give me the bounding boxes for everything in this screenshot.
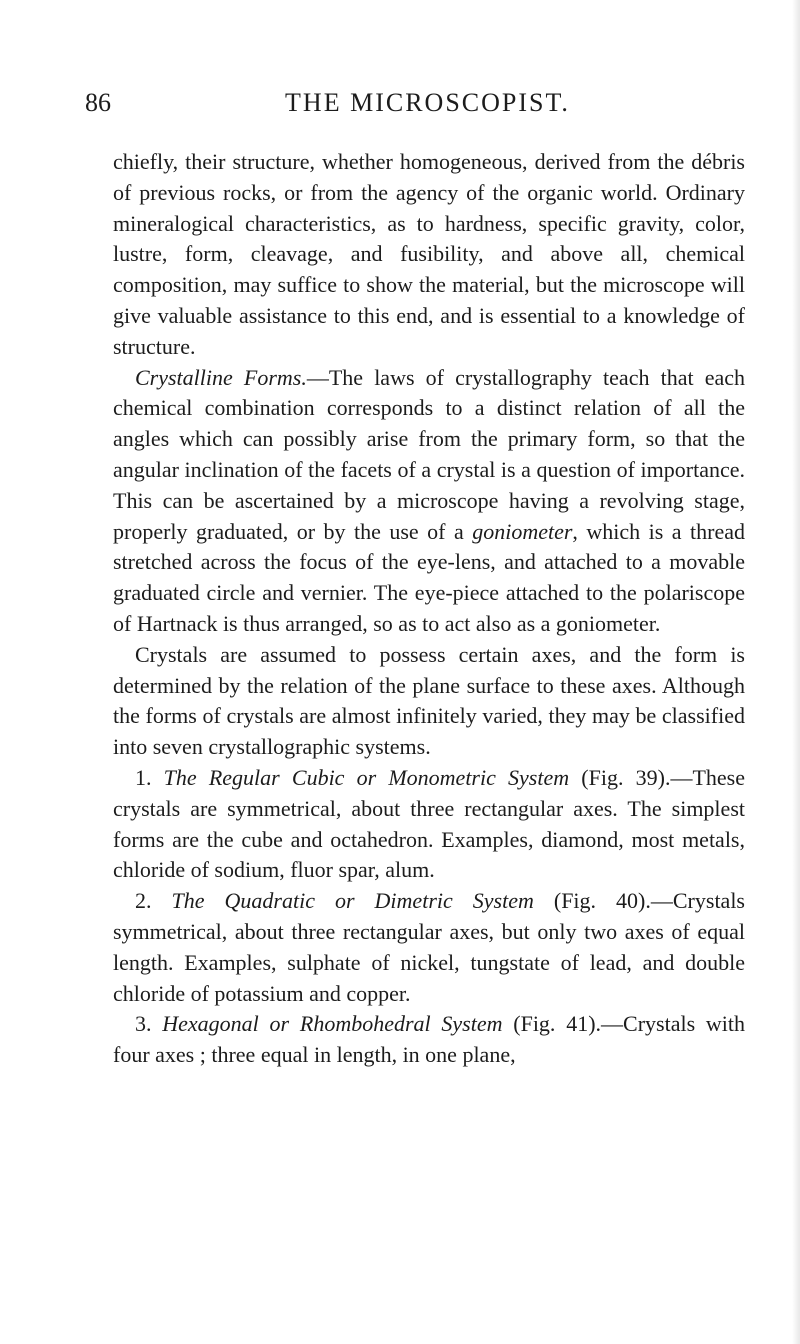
paragraph-axes (113, 640, 745, 763)
system-1-title: The Regular Cubic or Monometric System (163, 764, 570, 790)
crystalline-forms-text-b: , which is a thread stretched across the focus of the eye-lens, and attached to a movable graduated circle and vernier. The eye-piece attached to the polariscope of Hartnack is thus arranged, so as to act also as a goniometer. (113, 518, 746, 636)
term-goniometer: goniometer (472, 518, 573, 544)
paragraph-intro-text: chiefly, their structure, whether homogeneous, derived from the débris of previous rocks, or from the agency of the organic world. Ordinary mineralogical characteristics, as to hardness, specific gravity, color, lustre, form, cleavage, and fusibility, and above all, chemical composition, may suffice to show the material, but the microscope will give valuable assistance to this end, and is essential to a knowledge of structure. (113, 149, 745, 359)
system-3-text: (Fig. 41).—Crystals with four axes ; three equal in length, in one plane, (113, 1011, 746, 1068)
running-head: THE MICROSCOPIST. (285, 88, 570, 117)
section-title-crystalline-forms: Crystalline Forms. (135, 364, 307, 390)
system-3-title: Hexagonal or Rhombohedral System (162, 1011, 503, 1037)
system-1-text: (Fig. 39).—These crystals are symmetrical, about three rectangular axes. The simplest forms are the cube and octahedron. Examples, diamond, most metals, chloride of sodium, fluor spar, alum. (113, 764, 746, 883)
crystalline-forms-text-a: —The laws of crystallography teach that each chemical combination corresponds to a distinct relation of all the angles which can possibly arise from the primary form, so that the angular inclination of the facets of a crystal is a question of importance. This can be ascertained by a microscope having a revolving stage, properly graduated, or by the use of a (113, 364, 745, 544)
paragraph-crystalline-forms (113, 363, 745, 640)
paragraph-system-1 (113, 763, 745, 886)
page-number: 86 (85, 88, 111, 117)
system-2-title: The Quadratic or Dimetric System (171, 888, 534, 914)
system-3-number: 3. (135, 1011, 163, 1037)
page-header (85, 82, 730, 122)
paragraph-system-3 (113, 1009, 745, 1071)
system-2-number: 2. (135, 888, 172, 914)
paragraph-system-2 (113, 886, 745, 1009)
paragraph-axes-text: Crystals are assumed to possess certain axes, and the form is determined by the relation of the plane surface to these axes. Although the forms of crystals are almost infinitely varied, they may be classified into seven crystallographic systems. (113, 641, 745, 760)
system-1-number: 1. (135, 764, 164, 790)
body-text (113, 147, 745, 1071)
page-edge-shadow (792, 0, 800, 1344)
paragraph-intro (113, 147, 745, 363)
system-2-text: (Fig. 40).—Crystals symmetrical, about three rectangular axes, but only two axes of equal length. Examples, sulphate of nickel, tungstate of lead, and double chloride of potassium and copper. (113, 888, 745, 1006)
